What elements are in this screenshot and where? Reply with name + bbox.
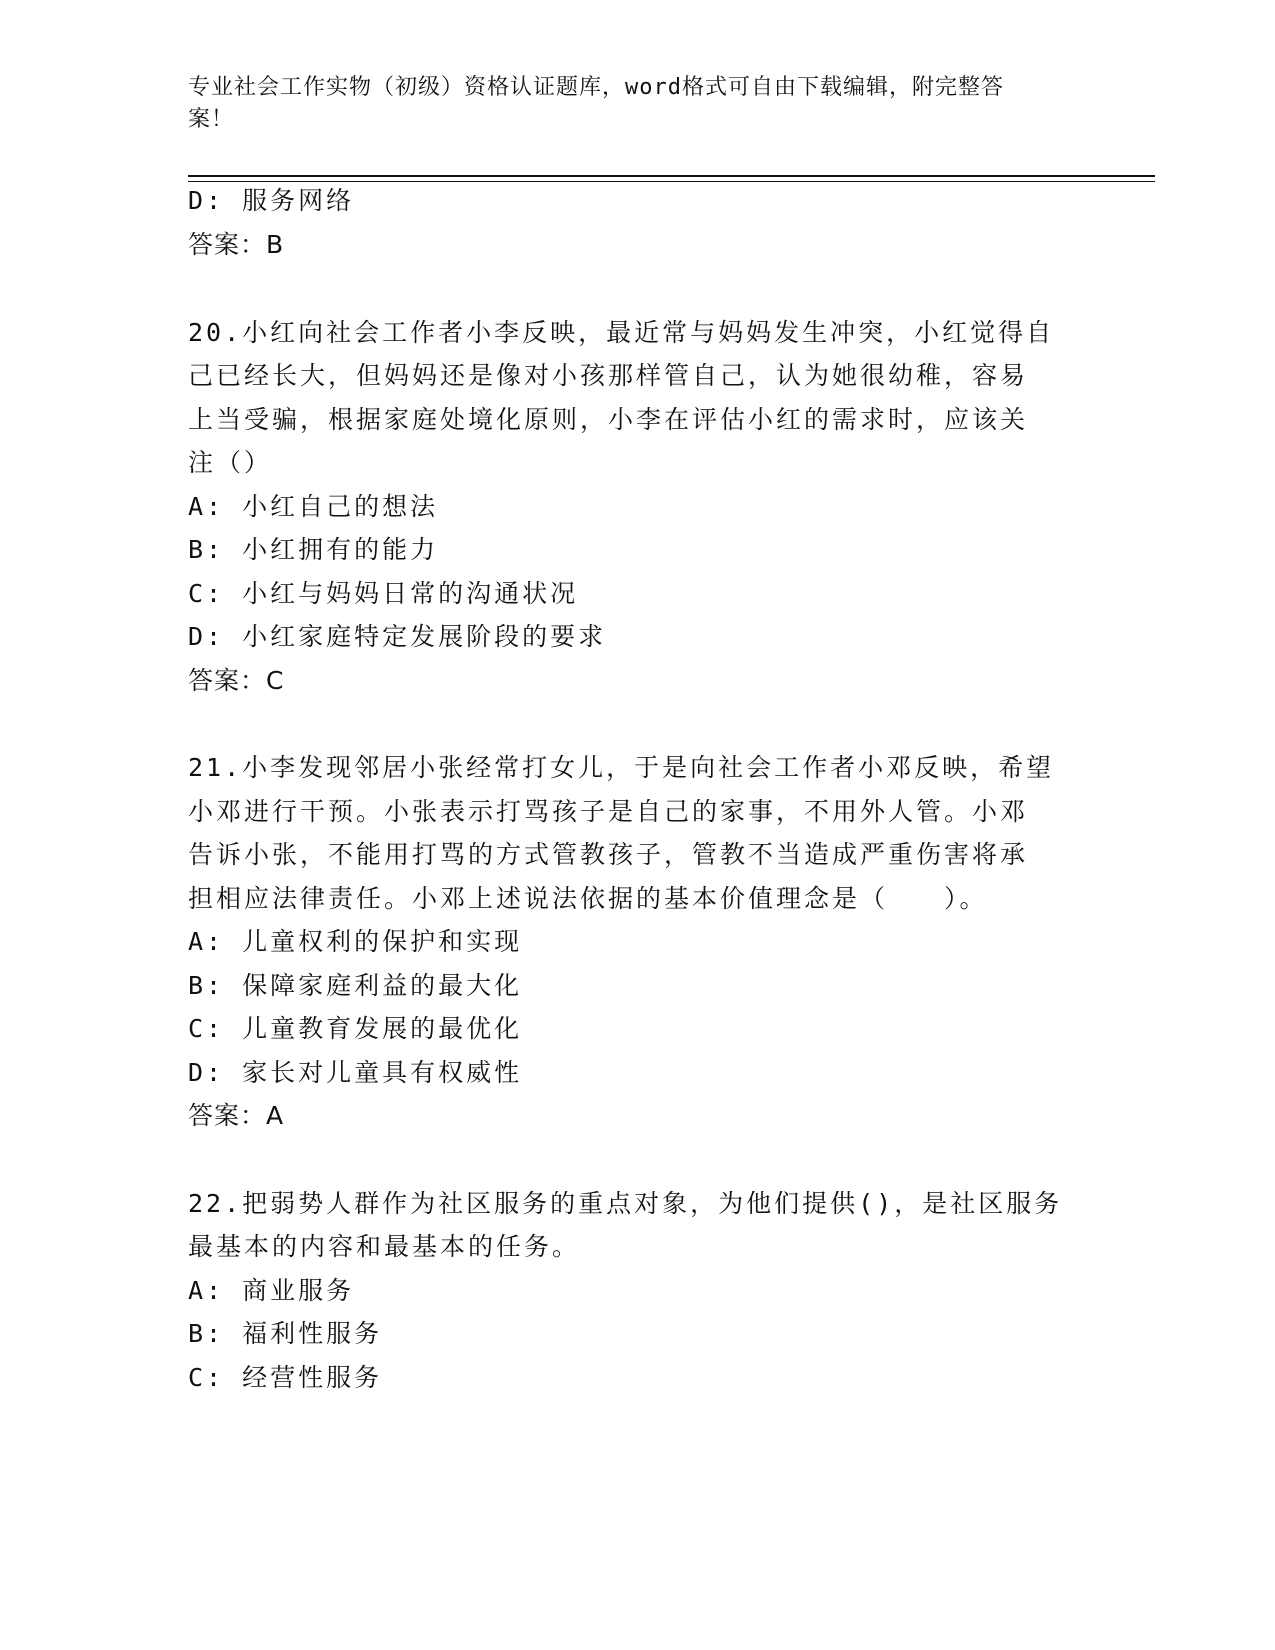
- q20-option-b: B: 小红拥有的能力: [188, 535, 439, 564]
- q19-answer: 答案：B: [188, 230, 285, 259]
- page-header: [188, 72, 1068, 136]
- q20-option-c: C: 小红与妈妈日常的沟通状况: [188, 579, 579, 608]
- header-line-1: 专业社会工作实物（初级）资格认证题库，word格式可自由下载编辑，附完整答: [188, 75, 1004, 100]
- header-divider-thick: [188, 175, 1155, 177]
- q21-stem-line-2: 小邓进行干预。小张表示打骂孩子是自己的家事，不用外人管。小邓: [188, 797, 1029, 826]
- q22-stem-line-1: 22.把弱势人群作为社区服务的重点对象，为他们提供()，是社区服务: [188, 1189, 1063, 1218]
- q20-stem-line-4: 注（）: [188, 448, 273, 477]
- q21-option-a: A: 儿童权利的保护和实现: [188, 927, 523, 956]
- q22-option-c: C: 经营性服务: [188, 1363, 383, 1392]
- q22-stem-line-2: 最基本的内容和最基本的任务。: [188, 1232, 581, 1261]
- q21-stem-line-4: 担相应法律责任。小邓上述说法依据的基本价值理念是（ ）。: [188, 884, 988, 913]
- header-divider-thin: [188, 181, 1155, 182]
- q21-stem-line-3: 告诉小张，不能用打骂的方式管教孩子，管教不当造成严重伤害将承: [188, 840, 1029, 869]
- q21-stem-line-1: 21.小李发现邻居小张经常打女儿，于是向社会工作者小邓反映，希望: [188, 753, 1055, 782]
- q20-answer: 答案：C: [188, 666, 285, 695]
- q21-option-b: B: 保障家庭利益的最大化: [188, 971, 523, 1000]
- q19-option-d: D: 服务网络: [188, 186, 355, 215]
- q22-option-b: B: 福利性服务: [188, 1319, 383, 1348]
- q21-option-d: D: 家长对儿童具有权威性: [188, 1058, 523, 1087]
- q20-stem-line-3: 上当受骗，根据家庭处境化原则，小李在评估小红的需求时，应该关: [188, 405, 1029, 434]
- q22-option-a: A: 商业服务: [188, 1276, 355, 1305]
- q20-option-d: D: 小红家庭特定发展阶段的要求: [188, 622, 607, 651]
- q21-answer: 答案：A: [188, 1101, 285, 1130]
- q21-option-c: C: 儿童教育发展的最优化: [188, 1014, 523, 1043]
- q20-stem-line-2: 己已经长大，但妈妈还是像对小孩那样管自己，认为她很幼稚，容易: [188, 361, 1029, 390]
- q20-option-a: A: 小红自己的想法: [188, 492, 439, 521]
- q20-stem-line-1: 20.小红向社会工作者小李反映，最近常与妈妈发生冲突，小红觉得自: [188, 318, 1055, 347]
- header-line-2: 案！: [188, 107, 235, 132]
